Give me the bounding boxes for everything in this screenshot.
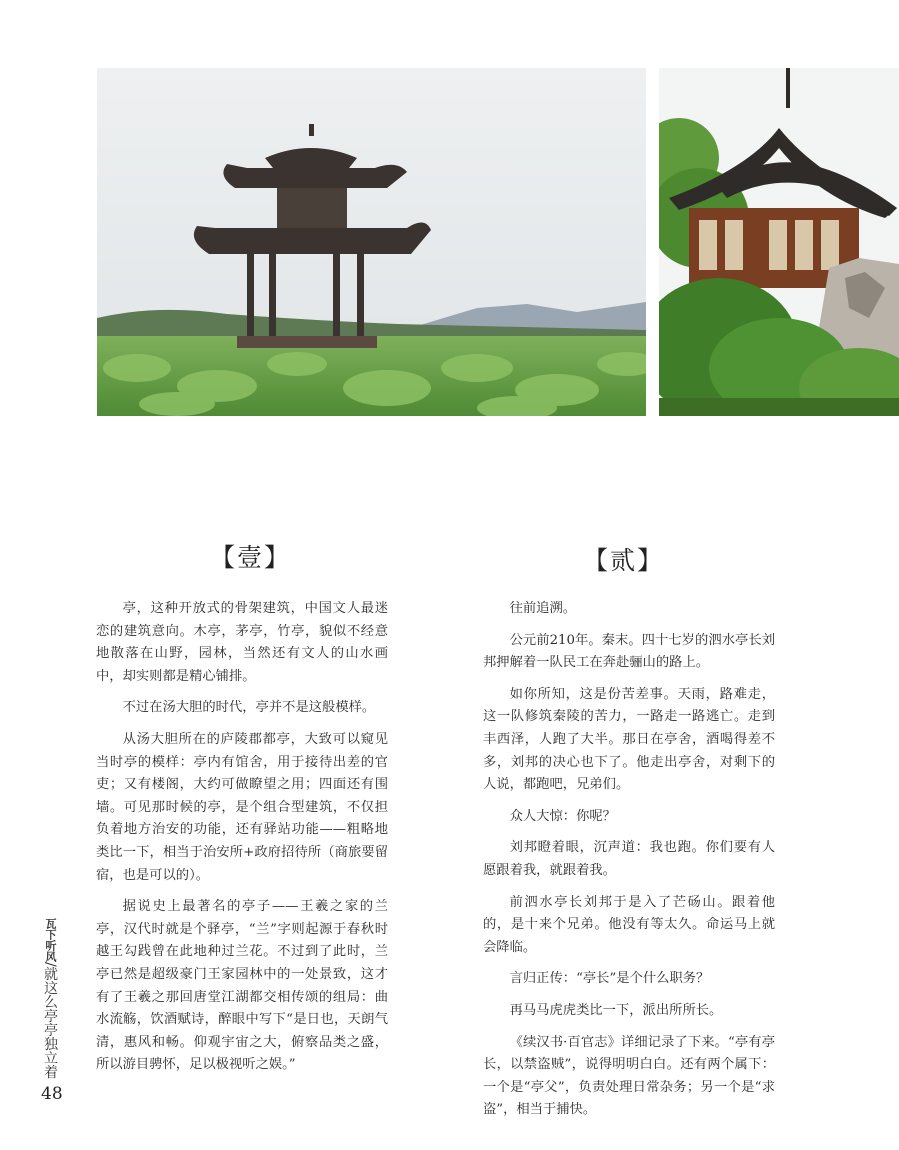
- paragraph: 《续汉书·百官志》详细记录了下来。“亭有亭长，以禁盗贼”，说得明明白白。还有两个属下：一个是“亭父”，负责处理日常杂务；另一个是“求盗”，相当于捕快。: [483, 1034, 775, 1118]
- paragraph: 从汤大胆所在的庐陵郡都亭，大致可以窥见当时亭的模样：亭内有馆舍，用于接待出差的官吏；又有楼阁，大约可做瞭望之用；四面还有围墙。可见那时候的亭，是个组合型建筑，不仅担负着地方治安的功能，还有驿站功能——粗略地类比一下，相当于治安所+政府招待所（商旅要留宿，也是可以的）。: [96, 731, 388, 883]
- paragraph: 言归正传：“亭长”是个什么职务？: [509, 971, 710, 987]
- paragraph: 亭，这种开放式的骨架建筑，中国文人最迷恋的建筑意向。木亭，茅亭，竹亭，貌似不经意地散落在山野，园林，当然还有文人的山水画中，却实则都是精心铺排。: [96, 601, 388, 684]
- lake-pavilion-photo: [97, 68, 646, 416]
- column-name: 瓦下听风: [44, 918, 57, 962]
- article-column-1: [96, 598, 388, 1086]
- paragraph: 公元前210年。秦末。四十七岁的泗水亭长刘邦押解着一队民工在奔赴骊山的路上。: [483, 632, 775, 671]
- running-title: [40, 918, 60, 1079]
- paragraph: 如你所知，这是份苦差事。天雨，路难走，这一队修筑秦陵的苦力，一路走一路逃亡。走到丰西泽，人跑了大半。那日在亭舍，酒喝得差不多，刘邦的决心也下了。他走出亭舍，对剩下的人说，都跑吧，兄弟们。: [483, 686, 775, 793]
- page-number: 48: [41, 1084, 63, 1104]
- paragraph: 据说史上最著名的亭子——王羲之家的兰亭，汉代时就是个驿亭，“兰”字则起源于春秋时越王勾践曾在此地种过兰花。不过到了此时，兰亭已然是超级豪门王家园林中的一处景致，这才有了王羲之那回唐堂江湖都交相传颂的组局：曲水流觞，饮酒赋诗，醉眼中写下“是日也，天朗气清，惠风和畅。仰观宇宙之大，俯察品类之盛，所以游目骋怀，足以极视听之娱。”: [96, 899, 388, 1073]
- article-title: 就这么亭亭独立着: [42, 966, 58, 1079]
- article-column-2: [483, 598, 775, 1131]
- paragraph: 众人大惊：你呢？: [509, 808, 616, 824]
- section-heading-2: 【贰】: [583, 546, 665, 575]
- paragraph: 再马马虎虎类比一下，派出所所长。: [509, 1002, 723, 1018]
- paragraph: 前泗水亭长刘邦于是入了芒砀山。跟着他的，是十来个兄弟。他没有等太久。命运马上就会降临。: [483, 894, 775, 955]
- title-separator: /: [42, 962, 58, 967]
- paragraph: 刘邦瞪着眼，沉声道：我也跑。你们要有人愿跟着我，就跟着我。: [483, 840, 775, 878]
- section-heading-1: 【壹】: [210, 543, 292, 572]
- paragraph: 往前追溯。: [509, 601, 577, 616]
- garden-pavilion-photo: [659, 68, 899, 416]
- paragraph: 不过在汤大胆的时代，亭并不是这般模样。: [122, 700, 376, 716]
